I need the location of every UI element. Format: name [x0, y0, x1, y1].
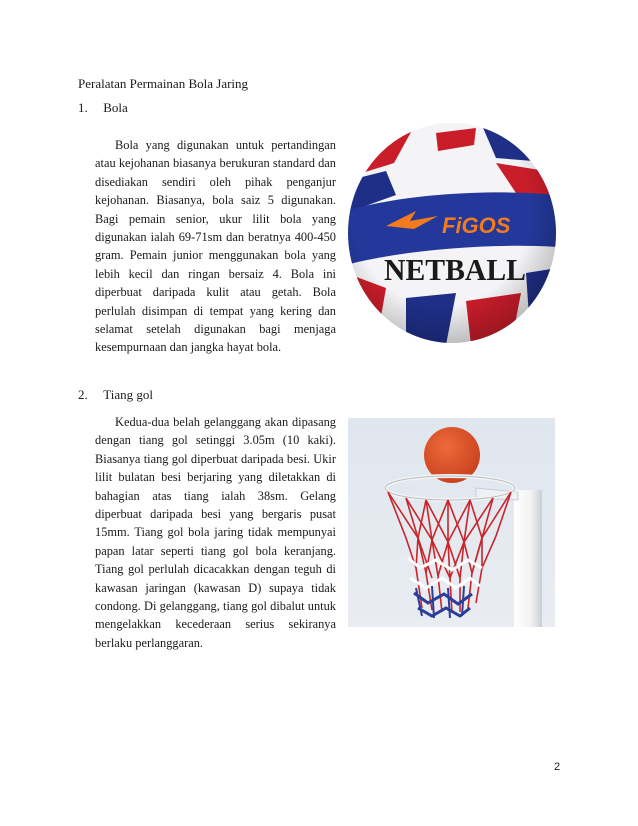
section-2-heading — [78, 387, 153, 403]
page-heading: Peralatan Permainan Bola Jaring — [78, 76, 249, 91]
ball-brand-text: FiGOS — [442, 213, 511, 238]
netball-goal-post-image — [348, 418, 555, 627]
netball-ball-image — [346, 123, 558, 345]
section-1-title: Bola — [103, 100, 128, 115]
section-1-number: 1. — [78, 100, 88, 115]
section-1-paragraph: Bola yang digunakan untuk pertandingan atau kejohanan biasanya berukuran standard dan disediakan sendiri oleh pihak penganjur kejohanan. Biasanya, bola saiz 5 digunakan. Bagi pemain senior, ukur lilit bola yang digunakan ialah 69-71sm dan beratnya 400-450 gram. Pemain junior menggunakan bola yang lebih kecil dan ringan bersaiz 4. Bola ini diperbuat daripada kulit atau getah. Bola perlulah disimpan di tempat yang kering dan selamat setelah digunakan bagi menjaga kesempurnaan dan jangka hayat bola. — [95, 138, 336, 355]
goal-pole — [514, 490, 542, 627]
page-number: 2 — [554, 761, 561, 773]
ball-netball-text: NETBALL — [384, 252, 526, 287]
section-2-paragraph: Kedua-dua belah gelanggang akan dipasang dengan tiang gol setinggi 3.05m (10 kaki). Biasanya tiang gol diperbuat daripada besi. Ukir lilit bulatan besi berjaring yang diletakkan di bahagian atas tiang ialah 38sm. Gelang diperbuat daripada besi yang bergaris pusat 15mm. Tiang gol bola jaring tidak mempunyai papan latar seperti tiang gol bola keranjang. Tiang gol perlulah dicacakkan dengan teguh di kawasan jaringan (kawasan D) supaya tidak condong. Di gelanggang, tiang gol dibalut untuk mengelakkan kecederaan serius sekiranya berlaku perlanggaran. — [95, 415, 336, 650]
section-2-number: 2. — [78, 387, 88, 402]
section-1-heading — [78, 100, 128, 116]
section-2-title: Tiang gol — [103, 387, 153, 402]
